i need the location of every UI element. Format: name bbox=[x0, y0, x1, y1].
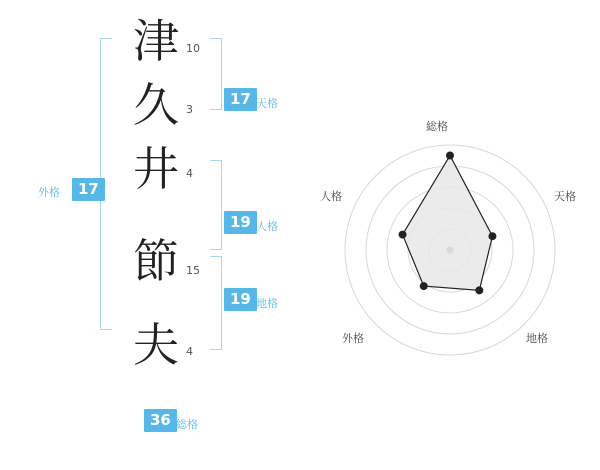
jinkaku-bracket bbox=[210, 160, 222, 250]
stroke-count: 4 bbox=[186, 167, 193, 180]
tenkaku-label: 天格 bbox=[256, 97, 278, 110]
axis-label-tenkaku: 天格 bbox=[554, 190, 576, 203]
name-character: 夫 bbox=[133, 318, 179, 372]
axis-label-jinkaku: 人格 bbox=[320, 190, 342, 203]
jinkaku-value: 19 bbox=[224, 211, 257, 234]
chikaku-value: 19 bbox=[224, 288, 257, 311]
radar-point bbox=[488, 232, 496, 240]
soukaku-value: 36 bbox=[144, 409, 177, 432]
axis-label-chikaku: 地格 bbox=[526, 332, 548, 345]
stroke-count: 15 bbox=[186, 264, 200, 277]
stroke-count: 10 bbox=[186, 42, 200, 55]
radar-point bbox=[446, 152, 454, 160]
tenkaku-value: 17 bbox=[224, 88, 257, 111]
radar-series-area bbox=[403, 156, 493, 291]
radar-point bbox=[475, 286, 483, 294]
soukaku-label: 総格 bbox=[176, 418, 198, 431]
axis-label-soukaku: 総格 bbox=[426, 120, 448, 133]
name-character: 久 bbox=[133, 78, 179, 132]
stroke-count: 3 bbox=[186, 103, 193, 116]
chikaku-label: 地格 bbox=[256, 297, 278, 310]
radar-point bbox=[420, 282, 428, 290]
radar-point bbox=[399, 231, 407, 239]
radar-chart-svg bbox=[300, 0, 600, 470]
name-character: 節 bbox=[133, 234, 179, 288]
name-character: 津 bbox=[133, 14, 179, 68]
name-character: 井 bbox=[133, 142, 179, 196]
jinkaku-label: 人格 bbox=[256, 220, 278, 233]
axis-label-gaikaku: 外格 bbox=[342, 332, 364, 345]
radar-chart bbox=[300, 0, 600, 470]
tenkaku-bracket bbox=[210, 38, 222, 110]
chikaku-bracket bbox=[210, 256, 222, 350]
gaikaku-value: 17 bbox=[72, 178, 105, 201]
radar-center-dot bbox=[447, 247, 454, 254]
stroke-count: 4 bbox=[186, 345, 193, 358]
gaikaku-label: 外格 bbox=[38, 186, 60, 199]
